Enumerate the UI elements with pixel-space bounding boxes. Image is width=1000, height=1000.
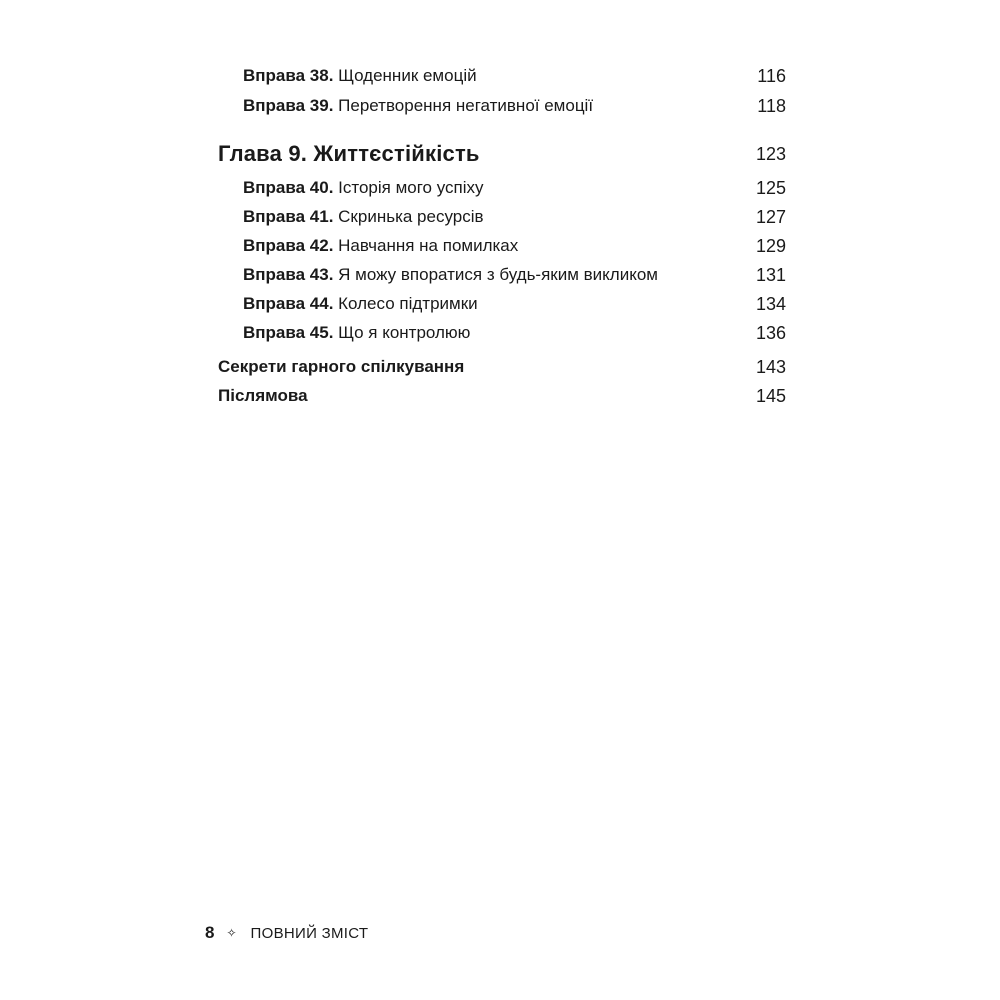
page-number: 143 (755, 357, 786, 377)
chapter-title: Глава 9. Життєстійкість (218, 141, 480, 166)
exercise-title: Колесо підтримки (338, 294, 478, 313)
toc-entry-exercise-42 (243, 233, 786, 259)
exercise-number: Вправа 40. (243, 178, 334, 197)
page-number: 136 (755, 323, 786, 343)
toc-entry-exercise-45 (243, 320, 786, 346)
exercise-title: Що я контролюю (338, 323, 471, 342)
page-footer (205, 921, 368, 945)
toc-entry-afterword (218, 383, 786, 409)
page-number: 134 (755, 294, 786, 314)
section-title: Післямова (218, 386, 308, 405)
toc-entry-exercise-41 (243, 204, 786, 230)
exercise-number: Вправа 44. (243, 294, 334, 313)
exercise-number: Вправа 45. (243, 323, 334, 342)
exercise-title: Історія мого успіху (338, 178, 484, 197)
toc-entry-exercise-40 (243, 175, 786, 201)
footer-label: ПОВНИЙ ЗМІСТ (250, 924, 369, 942)
toc-entry-chapter-9 (218, 139, 786, 169)
page-number: 118 (757, 96, 786, 116)
exercise-number: Вправа 38. (243, 66, 334, 85)
page-number: 116 (757, 66, 786, 86)
page-number: 125 (755, 178, 786, 198)
ornament-icon: ✧ (226, 926, 237, 940)
toc-entry-exercise-38 (243, 63, 786, 89)
page-number: 145 (755, 386, 786, 406)
page-number: 123 (755, 144, 786, 164)
toc-entry-communication-secrets (218, 354, 786, 380)
exercise-number: Вправа 42. (243, 236, 334, 255)
page-number: 131 (755, 265, 786, 285)
page-number: 129 (755, 236, 786, 256)
exercise-number: Вправа 39. (243, 96, 334, 115)
toc-entry-exercise-44 (243, 291, 786, 317)
section-title: Секрети гарного спілкування (218, 357, 465, 376)
toc-entry-exercise-43 (243, 262, 786, 288)
exercise-title: Я можу впоратися з будь-яким викликом (338, 265, 658, 284)
exercise-number: Вправа 41. (243, 207, 334, 226)
exercise-title: Скринька ресурсів (338, 207, 484, 226)
exercise-title: Щоденник емоцій (338, 66, 477, 85)
exercise-title: Навчання на помилках (338, 236, 519, 255)
footer-page-number: 8 (205, 923, 215, 942)
exercise-title: Перетворення негативної емоції (338, 96, 594, 115)
exercise-number: Вправа 43. (243, 265, 334, 284)
toc-entry-exercise-39 (243, 93, 786, 119)
page-number: 127 (755, 207, 786, 227)
